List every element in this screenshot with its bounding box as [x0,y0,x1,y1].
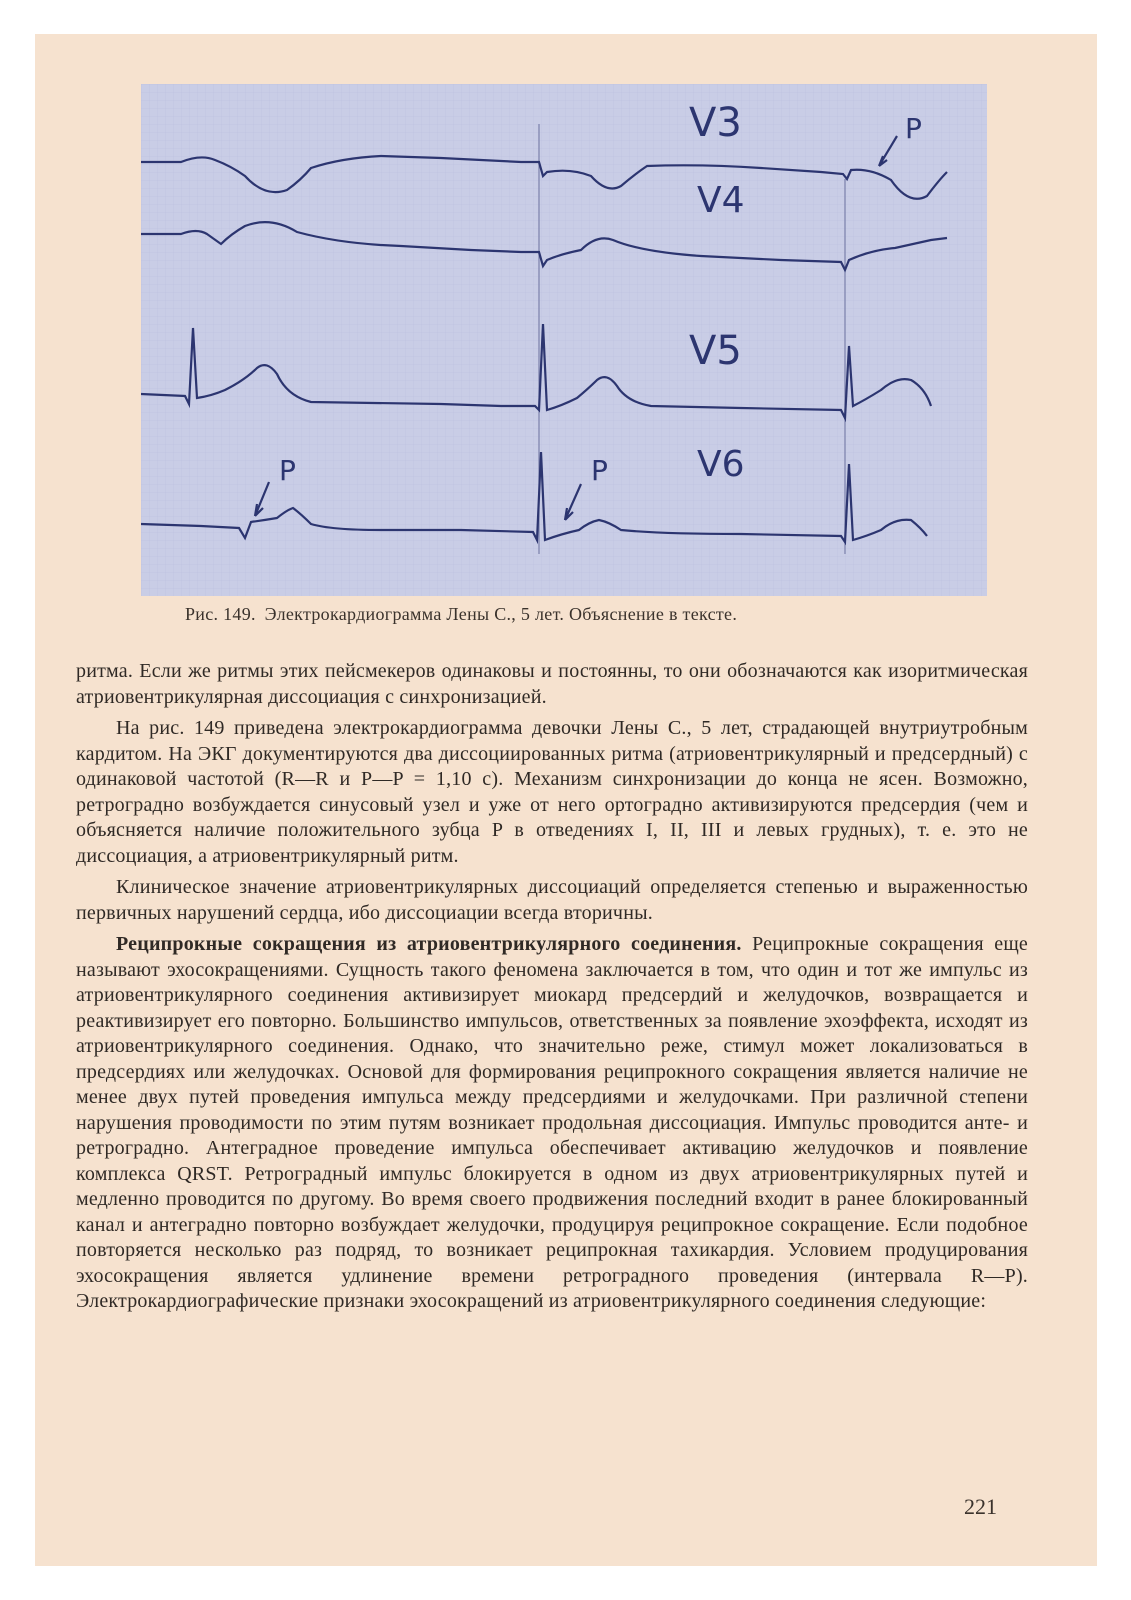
lead-label-v4: V4 [697,180,745,221]
body-text [76,659,1028,1321]
lead-label-v5: V5 [689,328,742,374]
paragraph-4-text: Реципрокные сокращения еще называют эхосокращениями. Сущность такого феномена заключается в том, что один и тот же импульс из атриовентрикулярного соединения активизирует миокард предсердий и желудочков, возвращается и реактивизирует его повторно. Большинство импульсов, ответственных за появление эхоэффекта, исходят из атриовентрикулярного соединения. Однако, что значительно реже, стимул может локализоваться в предсердиях или желудочках. Основой для формирования реципрокного сокращения является наличие не менее двух путей проведения импульса между предсердиями и желудочками. При различной степени нарушения проводимости по этим путям возникает продольная диссоциация. Импульс проводится анте- и ретроградно. Антеградное проведение импульса обеспечивает активацию желудочков и появление комплекса QRST. Ретроградный импульс блокируется в одном из двух атриовентрикулярных путей и медленно проводится по другому. Во время своего продвижения последний входит в ранее блокированный канал и антеградно повторно возбуждает желудочки, продуцируя реципрокное сокращение. Если подобное повторяется несколько раз подряд, то возникает реципрокная тахикардия. Условием продуцирования эхосокращения является удлинение времени ретроградного проведения (интервала R—P). Электрокардиографические признаки эхосокращений из атриовентрикулярного соединения следующие: [76,933,1028,1312]
p-marker-label-v6-2: P [591,454,608,487]
figure-caption [185,604,945,625]
ecg-chart [141,84,987,596]
paragraph-4 [76,932,1028,1315]
lead-label-v6: V6 [697,444,745,485]
caption-number: Рис. 149. [185,604,256,624]
page-number: 221 [964,1494,997,1519]
paragraph-3: Клиническое значение атриовентрикулярных диссоциаций определяется степенью и выраженностью первичных нарушений сердца, ибо диссоциации всегда вторичны. [76,876,1028,924]
paragraph-1: ритма. Если же ритмы этих пейсмекеров одинаковы и постоянны, то они обозначаются как изоритмическая атриовентрикулярная диссоциация с синхронизацией. [76,660,1028,708]
caption-text: Электрокардиограмма Лены С., 5 лет. Объяснение в тексте. [264,604,738,624]
book-page [35,34,1097,1566]
p-marker-label-v6-1: P [279,454,296,487]
p-marker-label-v3: P [905,112,922,145]
lead-label-v3: V3 [689,100,742,146]
ecg-figure [141,84,987,596]
section-heading: Реципрокные сокращения из атриовентрикулярного соединения. [116,933,742,955]
paragraph-2: На рис. 149 приведена электрокардиограмма девочки Лены С., 5 лет, страдающей внутриутробным кардитом. На ЭКГ документируются два диссоциированных ритма (атриовентрикулярный и предсердный) с одинаковой частотой (R—R и P—P = 1,10 с). Механизм синхронизации до конца не ясен. Возможно, ретроградно возбуждается синусовый узел и уже от него ортоградно активизируются предсердия (чем и объясняется наличие положительного зубца P в отведениях I, II, III и левых грудных), т. е. это не диссоциация, а атриовентрикулярный ритм. [76,717,1028,867]
